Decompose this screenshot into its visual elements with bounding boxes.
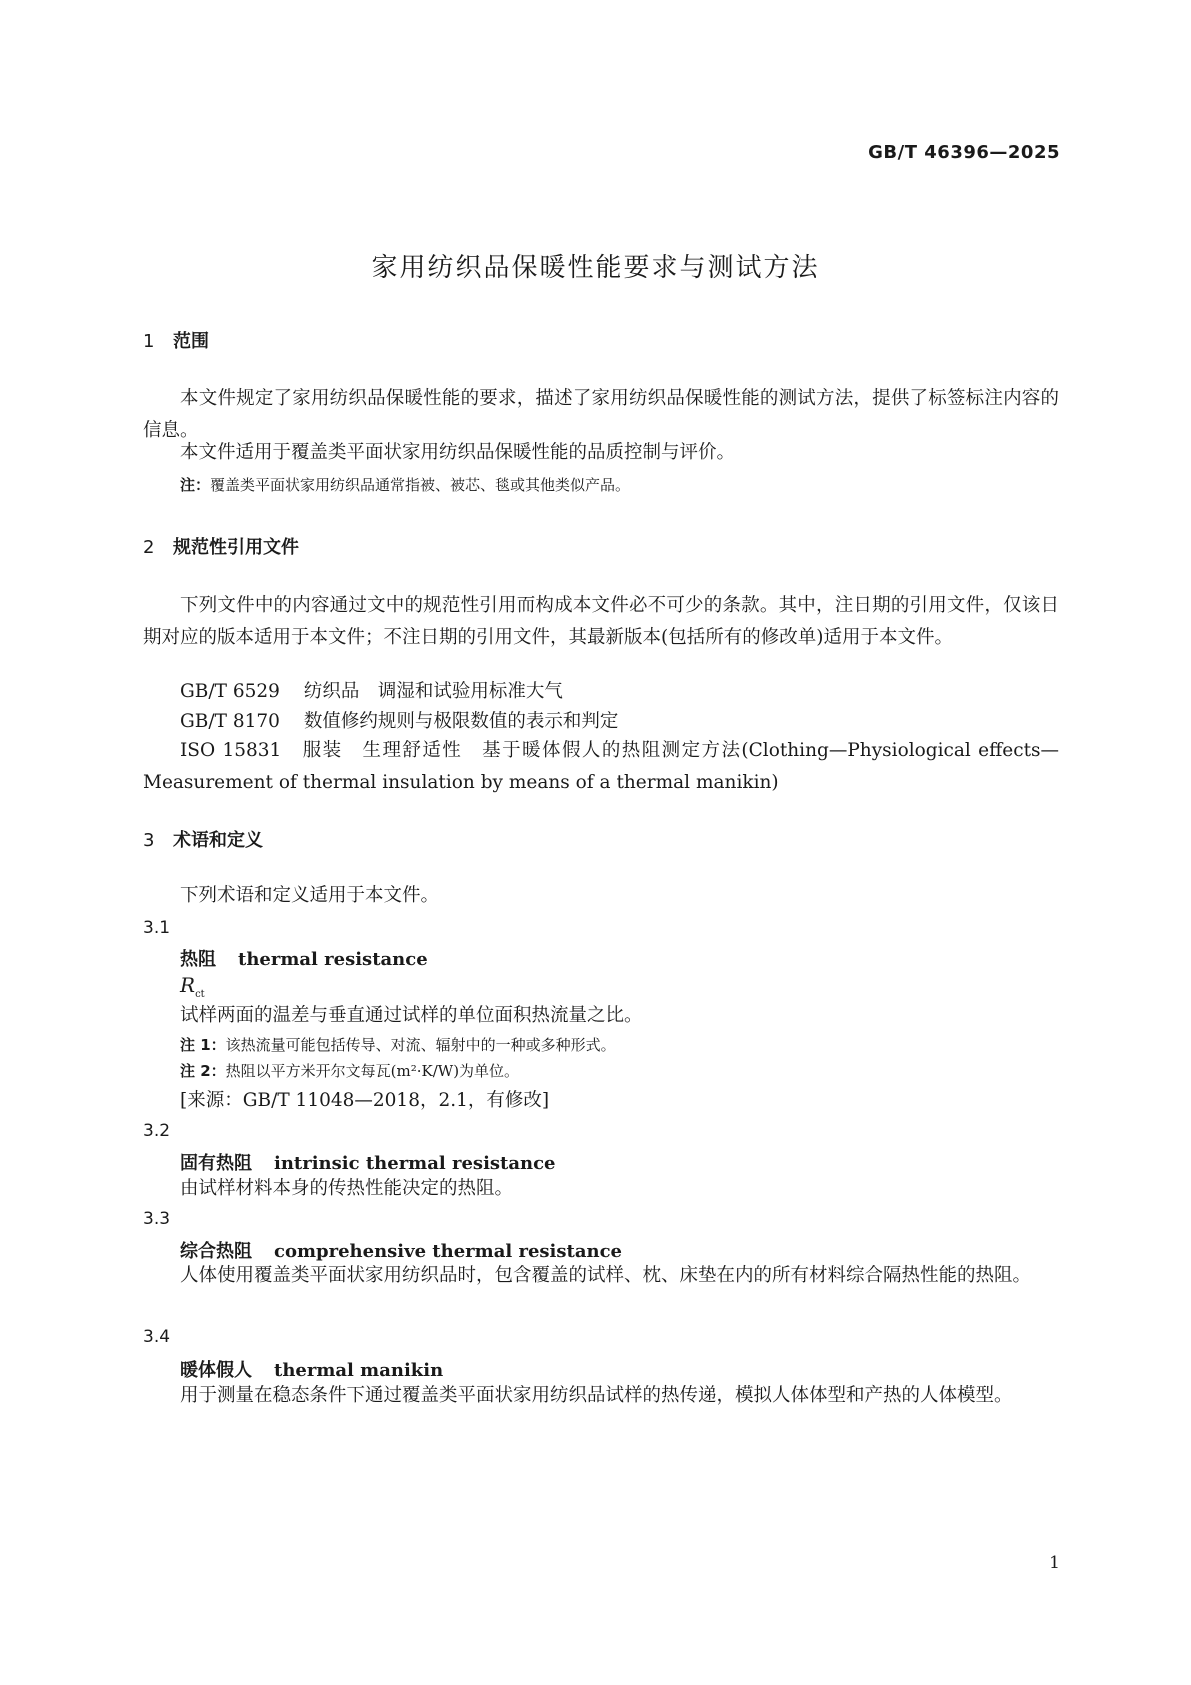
term-zh: 综合热阻 (180, 1241, 252, 1262)
reference-title: 数值修约规则与极限数值的表示和判定 (303, 711, 619, 732)
reference-code: GB/T 6529 (180, 681, 280, 702)
scope-paragraph-2: 本文件适用于覆盖类平面状家用纺织品保暖性能的品质控制与评价。 (180, 442, 736, 463)
section-title: 术语和定义 (173, 830, 263, 851)
term-title (180, 1356, 443, 1382)
iso-reference: ISO 15831 服装 生理舒适性 基于暖体假人的热阻测定方法(Clothing—Physiological effects—Measurement of thermal insulation by means of a thermal manikin) (143, 740, 1059, 793)
section-1-heading (143, 327, 209, 353)
term-definition: 用于测量在稳态条件下通过覆盖类平面状家用纺织品试样的热传递，模拟人体体型和产热的人体模型。 (180, 1385, 1013, 1406)
note-text: 覆盖类平面状家用纺织品通常指被、被芯、毯或其他类似产品。 (210, 476, 631, 494)
references-intro: 下列文件中的内容通过文中的规范性引用而构成本文件必不可少的条款。其中，注日期的引用文件，仅该日期对应的版本适用于本文件；不注日期的引用文件，其最新版本(包括所有的修改单)适用于本文件。 (143, 595, 1059, 648)
note-label: 注 2： (180, 1062, 226, 1080)
term-note-2 (180, 1059, 519, 1083)
note-label: 注： (180, 476, 211, 494)
document-title: 家用纺织品保暖性能要求与测试方法 (371, 253, 820, 283)
section-title: 范围 (173, 331, 209, 352)
section-3-heading (143, 826, 263, 852)
term-source: [来源：GB/T 11048—2018，2.1，有修改] (180, 1090, 550, 1111)
term-number: 3.2 (143, 1121, 171, 1141)
scope-note (180, 473, 630, 497)
standard-code: GB/T 46396—2025 (868, 142, 1060, 163)
term-definition: 人体使用覆盖类平面状家用纺织品时，包含覆盖的试样、枕、床垫在内的所有材料综合隔热性能的热阻。 (180, 1265, 1032, 1286)
page-number: 1 (1049, 1553, 1060, 1573)
term-zh: 固有热阻 (180, 1153, 252, 1174)
terms-intro: 下列术语和定义适用于本文件。 (180, 885, 440, 906)
reference-item (180, 706, 618, 738)
symbol-subscript: ct (195, 989, 205, 1000)
term-symbol (180, 973, 205, 1000)
term-en: thermal manikin (274, 1360, 444, 1381)
term-number: 3.3 (143, 1209, 171, 1229)
note-text: 该热流量可能包括传导、对流、辐射中的一种或多种形式。 (225, 1036, 616, 1054)
note-text: 热阻以平方米开尔文每瓦(m²·K/W)为单位。 (225, 1062, 520, 1080)
reference-title: 纺织品 调湿和试验用标准大气 (303, 681, 563, 702)
term-title (180, 1149, 556, 1175)
reference-code: GB/T 8170 (180, 711, 280, 732)
section-number: 3 (143, 830, 155, 851)
term-title (180, 945, 428, 971)
section-2-heading (143, 533, 299, 559)
term-zh: 热阻 (180, 949, 216, 970)
note-label: 注 1： (180, 1036, 226, 1054)
term-en: comprehensive thermal resistance (274, 1241, 622, 1262)
section-number: 2 (143, 537, 155, 558)
section-title: 规范性引用文件 (173, 537, 299, 558)
term-definition: 由试样材料本身的传热性能决定的热阻。 (180, 1178, 514, 1199)
term-definition: 试样两面的温差与垂直通过试样的单位面积热流量之比。 (180, 1005, 643, 1026)
section-number: 1 (143, 331, 155, 352)
term-en: thermal resistance (238, 949, 428, 970)
scope-paragraph-1: 本文件规定了家用纺织品保暖性能的要求，描述了家用纺织品保暖性能的测试方法，提供了标签标注内容的信息。 (143, 388, 1059, 441)
term-en: intrinsic thermal resistance (274, 1153, 556, 1174)
reference-item (180, 676, 563, 708)
term-zh: 暖体假人 (180, 1360, 252, 1381)
symbol-letter: R (180, 973, 196, 997)
term-number: 3.1 (143, 918, 171, 938)
term-note-1 (180, 1033, 616, 1057)
term-number: 3.4 (143, 1327, 171, 1347)
